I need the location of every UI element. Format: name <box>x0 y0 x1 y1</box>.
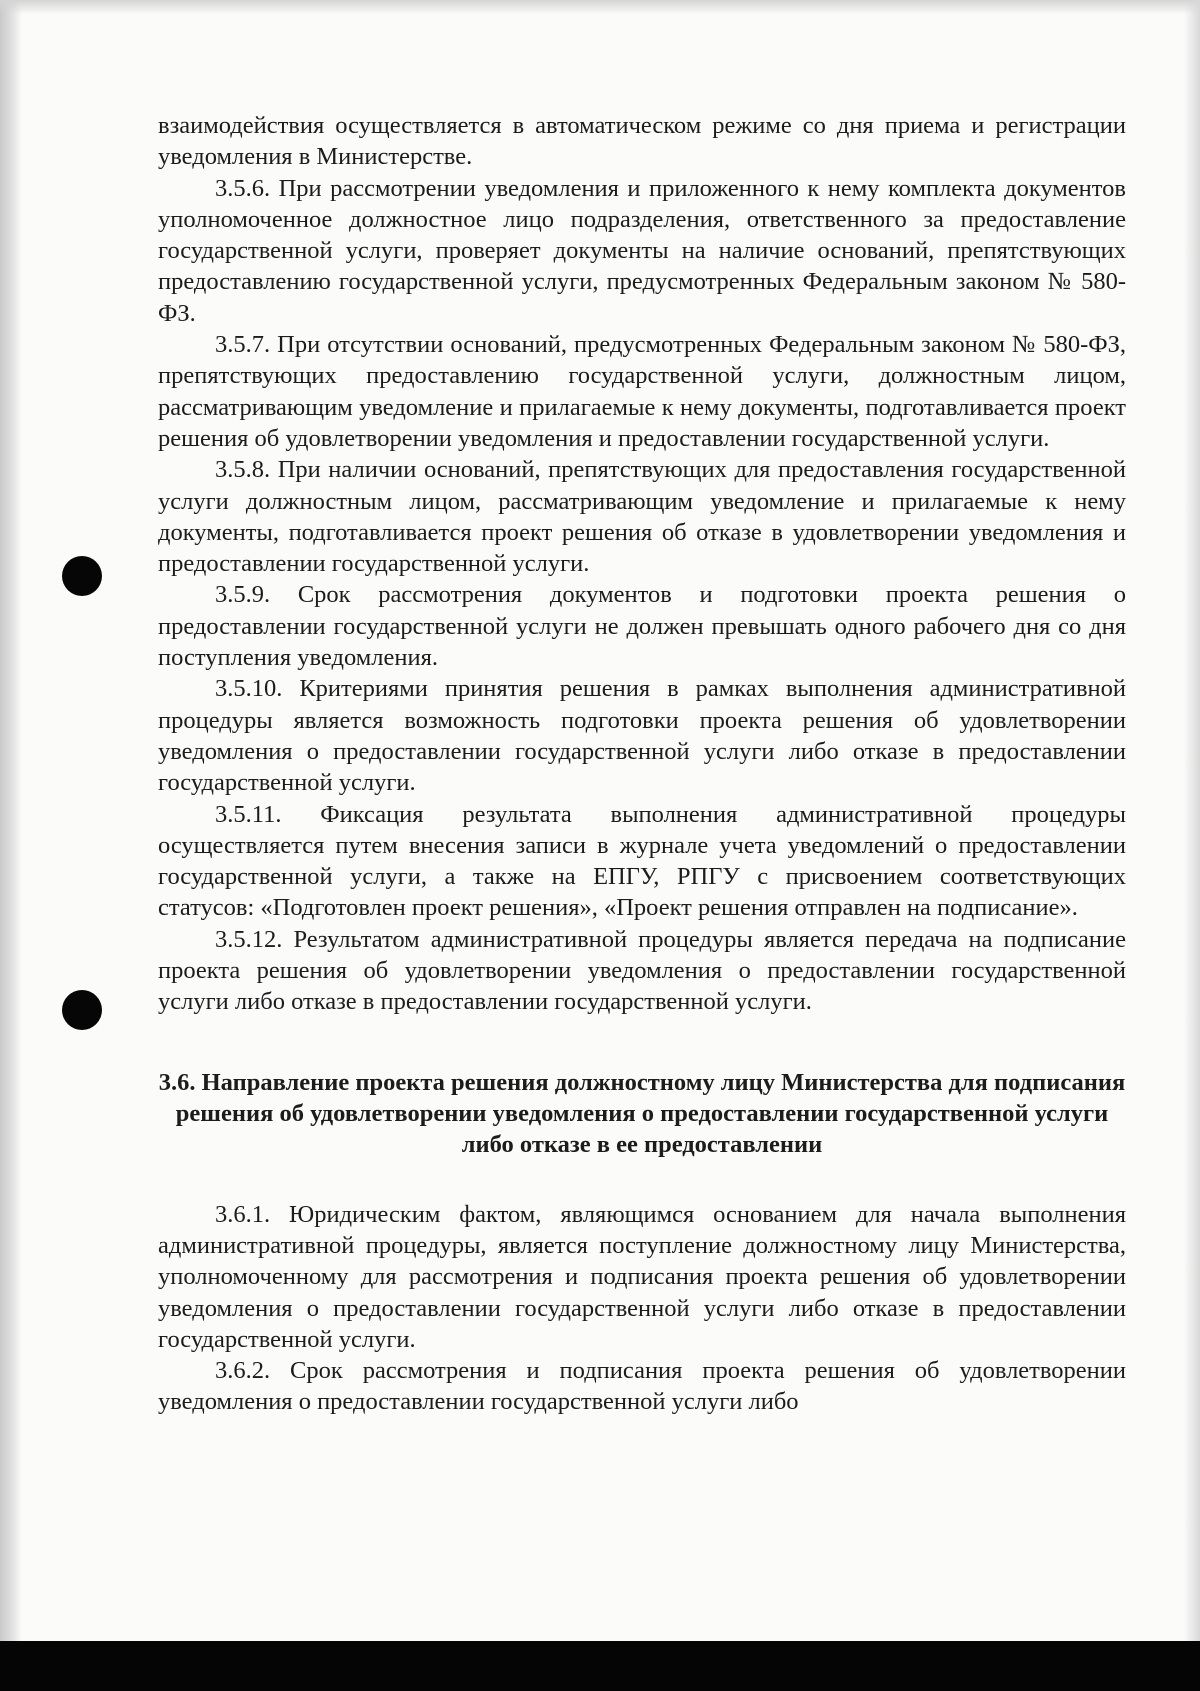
binder-hole-mark <box>62 990 102 1030</box>
paragraph-3-5-11: 3.5.11. Фиксация результата выполнения административной процедуры осуществляется путем внесения записи в журнале учета уведомлений о предоставлении государственной услуги, а также на ЕПГУ, РПГУ с присвоением соответствующих статусов: «Подготовлен проект решения», «Проект решения отправлен на подписание». <box>158 800 1126 922</box>
scan-shadow-left <box>0 0 22 1691</box>
paragraph-3-5-8: 3.5.8. При наличии оснований, препятствующих для предоставления государственной услуги должностным лицом, рассматривающим уведомление и прилагаемые к нему документы, подготавливается проект решения об отказе в удовлетворении уведомления и предоставлении государственной услуги. <box>158 456 1126 578</box>
paragraph-3-5-6: 3.5.6. При рассмотрении уведомления и приложенного к нему комплекта документов уполномоченное должностное лицо подразделения, ответственного за предоставление государственной услуги, проверяет документы на наличие оснований, препятствующих предоставлению государственной услуги, предусмотренных Федеральным законом № 580-ФЗ. <box>158 174 1126 327</box>
paragraph-3-6-1: 3.6.1. Юридическим фактом, являющимся основанием для начала выполнения административной процедуры, является поступление должностному лицу Министерства, уполномоченному для рассмотрения и подписания проекта решения об удовлетворении уведомления о предоставлении государственной услуги либо отказе в предоставлении государственной услуги. <box>158 1200 1126 1353</box>
paragraph-continuation: взаимодействия осуществляется в автоматическом режиме со дня приема и регистрации уведомления в Министерстве. <box>158 112 1126 171</box>
document-body <box>158 110 1126 1418</box>
paragraph-3-5-10: 3.5.10. Критериями принятия решения в рамках выполнения административной процедуры является возможность подготовки проекта решения об удовлетворении уведомления о предоставлении государственной услуги либо отказе в предоставлении государственной услуги. <box>158 675 1126 797</box>
scan-bottom-border <box>0 1641 1200 1691</box>
binder-hole-mark <box>62 556 102 596</box>
paragraph-3-5-9: 3.5.9. Срок рассмотрения документов и подготовки проекта решения о предоставлении государственной услуги не должен превышать одного рабочего дня со дня поступления уведомления. <box>158 581 1126 672</box>
paragraph-3-6-2: 3.6.2. Срок рассмотрения и подписания проекта решения об удовлетворении уведомления о предоставлении государственной услуги либо <box>158 1357 1126 1416</box>
section-heading-3-6: 3.6. Направление проекта решения должностному лицу Министерства для подписания решения об удовлетворении уведомления о предоставлении государственной услуги либо отказе в ее предоставлении <box>158 1068 1126 1158</box>
paragraph-3-5-7: 3.5.7. При отсутствии оснований, предусмотренных Федеральным законом № 580-ФЗ, препятствующих предоставлению государственной услуги, должностным лицом, рассматривающим уведомление и прилагаемые к нему документы, подготавливается проект решения об удовлетворении уведомления и предоставлении государственной услуги. <box>158 331 1126 452</box>
paragraph-3-5-12: 3.5.12. Результатом административной процедуры является передача на подписание проекта решения об удовлетворении уведомления о предоставлении государственной услуги либо отказе в предоставлении государственной услуги. <box>158 925 1126 1016</box>
scan-shadow-right <box>1184 0 1200 1691</box>
scan-shadow-top <box>0 0 1200 14</box>
